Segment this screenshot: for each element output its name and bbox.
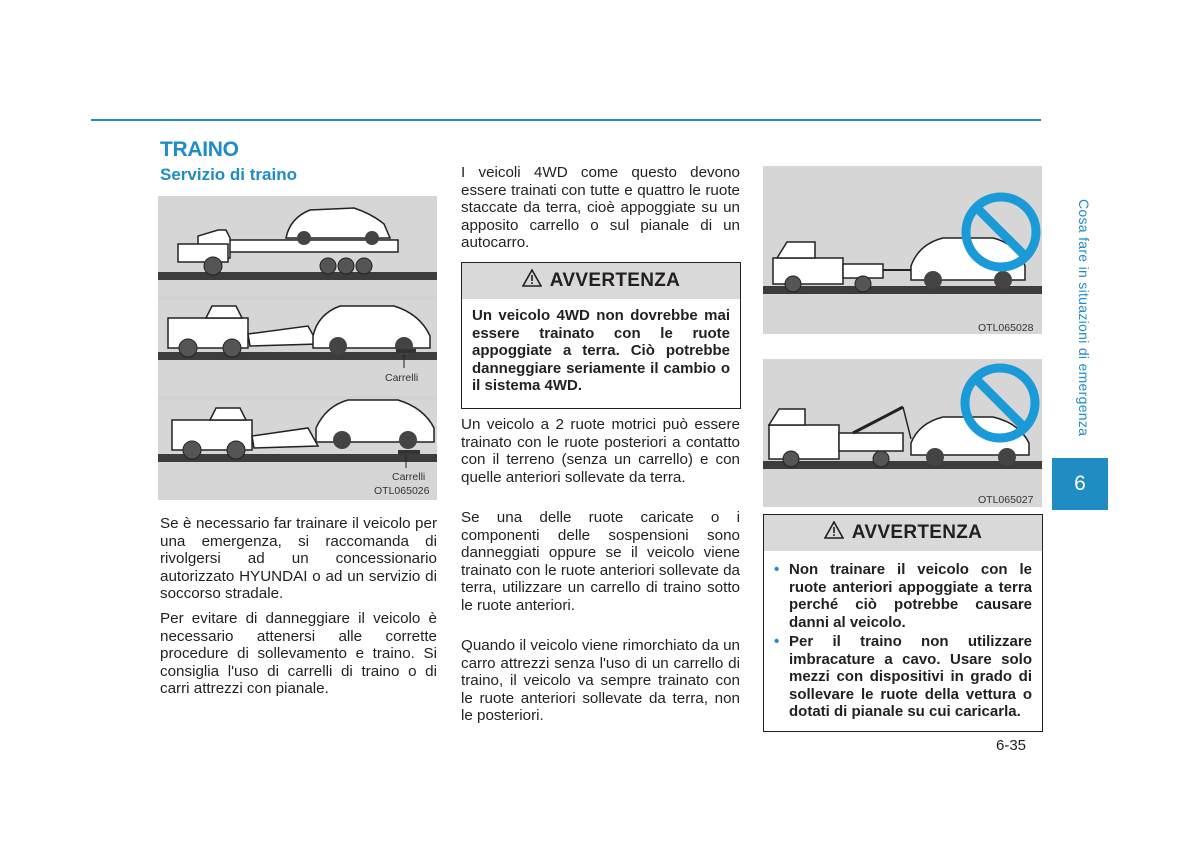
warning-list-item <box>774 561 1032 631</box>
figure-code-left: OTL065026 <box>374 485 430 497</box>
warning-title: AVVERTENZA <box>549 270 681 291</box>
figure-code-right-1: OTL065028 <box>978 322 1034 334</box>
chapter-side-title: Cosa fare in situazioni di emergenza <box>1076 199 1092 437</box>
warning-list-container <box>764 551 1042 731</box>
prohibited-towing-figure-1 <box>763 166 1042 334</box>
prohibition-icon <box>960 191 1042 273</box>
paragraph-damaged-wheels: Se una delle ruote caricate o i componenti delle sospensioni sono danneggiati oppure se il veicolo viene trainato con le ruote anteriori sollevate da terra, utilizzare un carrello di traino sotto le ruote anteriori. <box>461 509 740 614</box>
warning-text: Un veicolo 4WD non dovrebbe mai essere trainato con le ruote appoggiate a terra. Ciò potrebbe danneggiare seriamente il cambio o il sistema 4WD. <box>472 307 730 394</box>
warning-list-item <box>774 633 1032 721</box>
top-rule <box>91 119 1041 121</box>
figure-code-right-2: OTL065027 <box>978 494 1034 506</box>
page-number: 6-35 <box>996 737 1027 754</box>
warning-triangle-icon <box>824 521 844 545</box>
warning-title: AVVERTENZA <box>851 522 983 543</box>
warning-triangle-icon <box>522 269 542 293</box>
warning-header <box>764 515 1042 551</box>
chapter-number-badge: 6 <box>1052 458 1108 510</box>
bullet-icon: • <box>774 633 780 650</box>
warning-header <box>462 263 740 299</box>
warning-item-text: Per il traino non utilizzare imbracature a cavo. Usare solo mezzi con dispositivi in grado di sollevare le ruote della vettura o dotati di pianale su cui caricarla. <box>789 633 1032 720</box>
paragraph-wheel-lift: Quando il veicolo viene rimorchiato da un carro attrezzi senza l'uso di un carrello di traino, il veicolo va sempre trainato con le ruote anteriori sollevate da terra, non le posteriori. <box>461 637 740 725</box>
towing-methods-figure <box>158 196 437 500</box>
dolly-label-1: Carrelli <box>385 372 419 384</box>
prohibition-icon <box>959 362 1041 444</box>
warning-list <box>774 561 1032 721</box>
dolly-label-2: Carrelli <box>392 471 426 483</box>
warning-box-towing <box>763 514 1043 732</box>
warning-box-4wd <box>461 262 741 409</box>
bullet-icon: • <box>774 561 780 578</box>
paragraph-procedure: Per evitare di danneggiare il veicolo è necessario attenersi alle corrette procedure di sollevamento e traino. Si consiglia l'uso di carrelli di traino o di carri attrezzi con pianale. <box>160 610 437 698</box>
subsection-title: Servizio di traino <box>160 165 297 184</box>
paragraph-2wd: Un veicolo a 2 ruote motrici può essere trainato con le ruote posteriori a contatto con il terreno (senza un carrello) e con quelle anteriori sollevate da terra. <box>461 416 740 486</box>
paragraph-intro: Se è necessario far trainare il veicolo per una emergenza, si raccomanda di rivolgersi ad un concessionario autorizzato HYUNDAI o ad un servizio di soccorso stradale. <box>160 515 437 603</box>
prohibited-towing-figure-2 <box>763 359 1042 507</box>
section-title: TRAINO <box>160 138 239 161</box>
paragraph-4wd: I veicoli 4WD come questo devono essere trainati con tutte e quattro le ruote staccate da terra, cioè appoggiate su un apposito carrello o sul pianale di un autocarro. <box>461 164 740 252</box>
warning-item-text: Non trainare il veicolo con le ruote anteriori appoggiate a terra perché ciò potrebbe causare danni al veicolo. <box>789 561 1032 631</box>
